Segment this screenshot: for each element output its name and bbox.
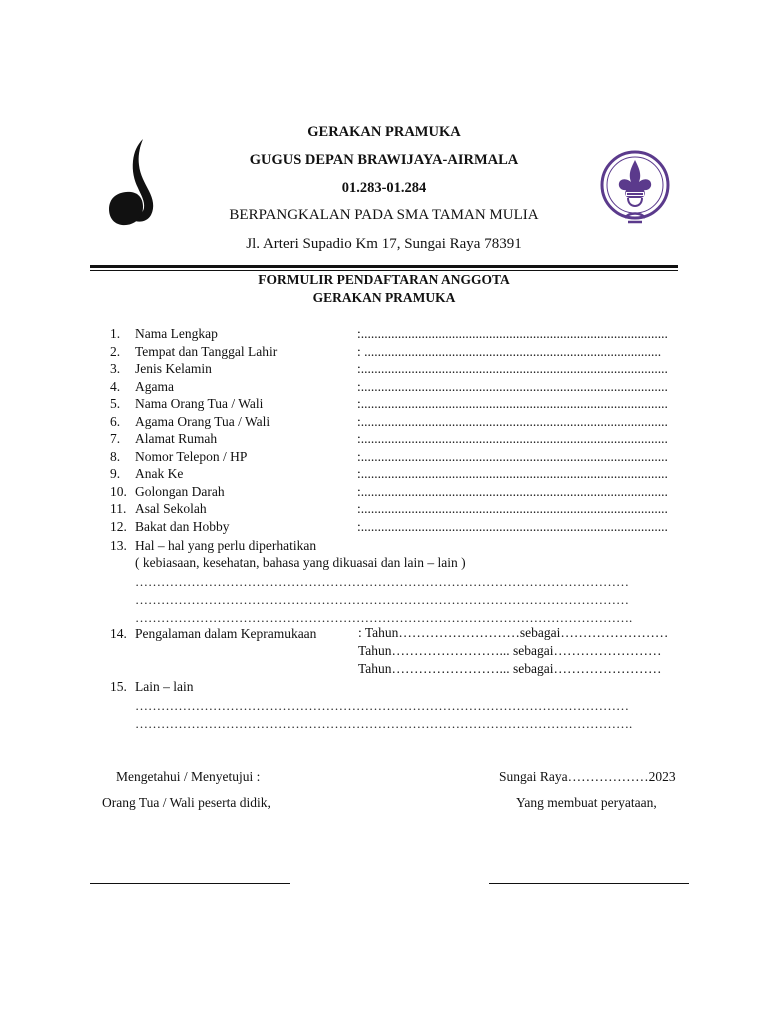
item-number: 14.	[110, 626, 127, 641]
tunas-kelapa-icon	[105, 135, 161, 229]
item-label: Hal – hal yang perlu diperhatikan	[135, 538, 317, 553]
item-fill-line[interactable]: :...........................................................................................	[357, 396, 668, 411]
item-13-fill-line[interactable]: …………………………………………………………………………………………………….	[135, 610, 633, 625]
item-fill-line[interactable]: :...........................................................................................	[357, 413, 668, 429]
item-number: 12.	[110, 518, 127, 534]
item-label: Tempat dan Tanggal Lahir	[135, 343, 278, 359]
item-number: 9.	[110, 466, 121, 481]
approval-label: Mengetahui / Menyetujui :	[116, 769, 261, 784]
item-label: Jenis Kelamin	[135, 361, 212, 376]
header-line-3: 01.283-01.284	[341, 180, 427, 196]
item-label: Nama Lengkap	[135, 326, 218, 341]
item-number: 2.	[110, 343, 121, 359]
header-divider-thin	[90, 270, 678, 271]
parent-signature-label: Orang Tua / Wali peserta didik,	[102, 795, 271, 810]
header-line-4: BERPANGKALAN PADA SMA TAMAN MULIA	[229, 207, 539, 223]
place-date-label: Sungai Raya………………2023	[499, 769, 676, 784]
item-fill-line[interactable]: :...........................................................................................	[357, 326, 668, 341]
item-number: 1.	[110, 326, 121, 341]
item-15-fill-line[interactable]: …………………………………………………………………………………………………….	[135, 716, 633, 731]
item-number: 13.	[110, 538, 127, 553]
applicant-signature-label: Yang membuat peryataan,	[516, 795, 657, 810]
item-15-fill-line[interactable]: ……………………………………………………………………………………………………	[135, 698, 629, 713]
item-label: Nama Orang Tua / Wali	[135, 396, 264, 411]
form-title-line-2: GERAKAN PRAMUKA	[312, 290, 456, 305]
item-fill-line[interactable]: :...........................................................................................	[357, 448, 668, 464]
header-line-2: GUGUS DEPAN BRAWIJAYA-AIRMALA	[249, 152, 519, 168]
item-fill-line[interactable]: :...........................................................................................	[357, 501, 668, 516]
item-label: Nomor Telepon / HP	[135, 448, 248, 464]
item-fill-line[interactable]: :...........................................................................................	[357, 378, 668, 394]
item-number: 4.	[110, 378, 121, 394]
item-label: Alamat Rumah	[135, 431, 218, 446]
experience-row[interactable]: Tahun……………………... sebagai……………………	[358, 643, 662, 658]
item-13-fill-line[interactable]: ……………………………………………………………………………………………………	[135, 592, 629, 607]
item-label: Anak Ke	[135, 466, 184, 481]
item-label: Agama Orang Tua / Wali	[135, 413, 271, 429]
item-label: Golongan Darah	[135, 483, 225, 499]
scout-fleur-de-lis-emblem-icon	[598, 148, 672, 230]
item-fill-line[interactable]: :...........................................................................................	[357, 483, 668, 499]
item-number: 8.	[110, 448, 121, 464]
item-13-fill-line[interactable]: ……………………………………………………………………………………………………	[135, 574, 629, 589]
header-address: Jl. Arteri Supadio Km 17, Sungai Raya 78391	[246, 236, 522, 252]
form-title-line-1: FORMULIR PENDAFTARAN ANGGOTA	[258, 272, 510, 287]
header-line-1: GERAKAN PRAMUKA	[307, 124, 461, 140]
item-label: Bakat dan Hobby	[135, 518, 230, 534]
item-number: 6.	[110, 413, 121, 429]
experience-row[interactable]: Tahun……………………... sebagai……………………	[358, 661, 662, 676]
item-fill-line[interactable]: :...........................................................................................	[357, 361, 668, 376]
item-fill-line[interactable]: :...........................................................................................	[357, 518, 668, 534]
item-fill-line[interactable]: :...........................................................................................	[357, 431, 668, 446]
item-number: 15.	[110, 679, 127, 694]
item-number: 11.	[110, 501, 127, 516]
header-divider-thick	[90, 265, 678, 268]
item-number: 10.	[110, 483, 127, 499]
item-13-note: ( kebiasaan, kesehatan, bahasa yang dikuasai dan lain – lain )	[135, 555, 466, 570]
item-number: 7.	[110, 431, 121, 446]
experience-row[interactable]: : Tahun………………………sebagai……………………	[358, 625, 669, 640]
parent-signature-line[interactable]	[90, 883, 290, 884]
item-fill-line[interactable]: :...........................................................................................	[357, 466, 668, 481]
item-label: Asal Sekolah	[135, 501, 207, 516]
item-number: 3.	[110, 361, 121, 376]
item-label: Pengalaman dalam Kepramukaan	[135, 626, 317, 641]
item-label: Lain – lain	[135, 679, 194, 694]
item-label: Agama	[135, 378, 174, 394]
item-fill-line[interactable]: : ........................................................................................	[357, 343, 662, 359]
item-number: 5.	[110, 396, 121, 411]
applicant-signature-line[interactable]	[489, 883, 689, 884]
